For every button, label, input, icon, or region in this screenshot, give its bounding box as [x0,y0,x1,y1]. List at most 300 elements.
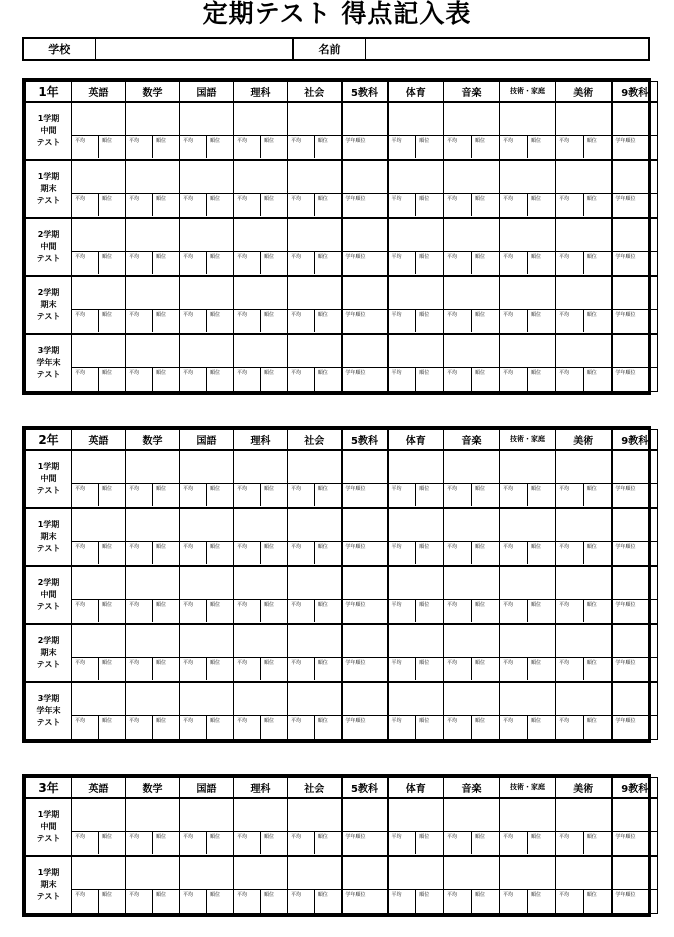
rank-field[interactable]: 順位 [415,310,443,332]
score-input[interactable] [389,857,444,891]
score-input[interactable] [343,277,387,311]
score-input[interactable] [500,857,555,891]
rank-field[interactable]: 順位 [471,310,499,332]
score-cell[interactable] [234,798,288,856]
average-field[interactable]: 平均 [183,892,194,899]
score-input[interactable] [180,161,233,195]
score-cell[interactable] [388,682,444,740]
score-cell[interactable] [556,450,612,508]
score-input[interactable] [72,277,125,311]
score-cell[interactable] [234,624,288,682]
rank-field[interactable]: 順位 [98,890,125,913]
rank-field[interactable]: 順位 [152,542,179,564]
average-field[interactable]: 平均 [183,254,194,261]
score-input[interactable] [234,799,287,833]
rank-field[interactable]: 順位 [206,600,233,622]
score-input[interactable] [389,277,444,311]
score-input[interactable] [234,161,287,195]
score-input[interactable] [444,161,499,195]
rank-field[interactable]: 順位 [527,542,555,564]
score-cell[interactable] [180,450,234,508]
score-cell[interactable] [234,334,288,392]
rank-field[interactable]: 順位 [206,252,233,274]
score-cell[interactable] [342,276,388,334]
grade-rank-field[interactable]: 学年順位 [615,602,636,609]
average-field[interactable]: 平均 [75,718,86,725]
score-input[interactable] [444,567,499,601]
score-cell[interactable] [388,798,444,856]
rank-field[interactable]: 順位 [206,890,233,913]
average-field[interactable]: 平均 [129,602,140,609]
rank-field[interactable]: 順位 [98,484,125,506]
average-field[interactable]: 平均 [447,718,458,725]
score-input[interactable] [444,219,499,253]
average-field[interactable]: 平均 [503,486,514,493]
score-input[interactable] [126,567,179,601]
score-input[interactable] [444,625,499,659]
average-field[interactable]: 平均 [237,892,248,899]
average-field[interactable]: 平均 [291,892,302,899]
score-cell[interactable] [612,160,658,218]
score-input[interactable] [556,625,611,659]
score-cell[interactable] [180,682,234,740]
average-field[interactable]: 平均 [75,544,86,551]
grade-rank-field[interactable]: 学年順位 [345,196,366,203]
average-field[interactable]: 平均 [237,718,248,725]
score-input[interactable] [613,625,658,659]
score-input[interactable] [613,567,658,601]
score-input[interactable] [180,103,233,137]
score-cell[interactable] [342,218,388,276]
rank-field[interactable]: 順位 [314,194,341,216]
score-cell[interactable] [612,102,658,160]
rank-field[interactable]: 順位 [527,832,555,854]
score-input[interactable] [613,857,658,891]
average-field[interactable]: 平均 [183,660,194,667]
score-input[interactable] [343,625,387,659]
score-cell[interactable] [72,450,126,508]
score-input[interactable] [389,567,444,601]
average-field[interactable]: 平均 [237,834,248,841]
rank-field[interactable]: 順位 [206,136,233,158]
score-cell[interactable] [612,856,658,914]
score-input[interactable] [180,509,233,543]
score-cell[interactable] [342,566,388,624]
rank-field[interactable]: 順位 [314,310,341,332]
score-cell[interactable] [234,508,288,566]
score-input[interactable] [343,219,387,253]
score-input[interactable] [389,103,444,137]
average-field[interactable]: 平均 [503,718,514,725]
score-input[interactable] [126,219,179,253]
grade-rank-field[interactable]: 学年順位 [615,892,636,899]
rank-field[interactable]: 順位 [527,368,555,391]
score-input[interactable] [556,799,611,833]
average-field[interactable]: 平均 [503,892,514,899]
score-cell[interactable] [72,334,126,392]
grade-rank-field[interactable]: 学年順位 [345,486,366,493]
score-cell[interactable] [72,218,126,276]
rank-field[interactable]: 順位 [415,600,443,622]
average-field[interactable]: 平均 [391,312,402,319]
score-cell[interactable] [500,276,556,334]
score-input[interactable] [288,161,341,195]
score-cell[interactable] [126,218,180,276]
rank-field[interactable]: 順位 [260,890,287,913]
score-cell[interactable] [288,450,342,508]
score-cell[interactable] [500,682,556,740]
score-cell[interactable] [180,856,234,914]
rank-field[interactable]: 順位 [583,542,611,564]
rank-field[interactable]: 順位 [98,252,125,274]
score-input[interactable] [343,509,387,543]
score-input[interactable] [234,683,287,717]
average-field[interactable]: 平均 [559,486,570,493]
score-cell[interactable] [500,566,556,624]
average-field[interactable]: 平均 [503,254,514,261]
rank-field[interactable]: 順位 [527,600,555,622]
rank-field[interactable]: 順位 [527,484,555,506]
rank-field[interactable]: 順位 [415,484,443,506]
rank-field[interactable]: 順位 [527,716,555,739]
average-field[interactable]: 平均 [183,834,194,841]
average-field[interactable]: 平均 [503,370,514,377]
score-cell[interactable] [234,566,288,624]
score-input[interactable] [500,277,555,311]
score-input[interactable] [288,509,341,543]
rank-field[interactable]: 順位 [98,658,125,680]
score-cell[interactable] [342,856,388,914]
score-cell[interactable] [72,798,126,856]
score-cell[interactable] [180,566,234,624]
average-field[interactable]: 平均 [129,544,140,551]
score-cell[interactable] [72,508,126,566]
rank-field[interactable]: 順位 [206,310,233,332]
rank-field[interactable]: 順位 [206,832,233,854]
score-cell[interactable] [126,566,180,624]
rank-field[interactable]: 順位 [314,832,341,854]
score-input[interactable] [613,161,658,195]
score-input[interactable] [389,683,444,717]
rank-field[interactable]: 順位 [152,368,179,391]
average-field[interactable]: 平均 [391,660,402,667]
average-field[interactable]: 平均 [237,370,248,377]
score-input[interactable] [234,857,287,891]
score-cell[interactable] [72,856,126,914]
score-cell[interactable] [444,160,500,218]
grade-rank-field[interactable]: 学年順位 [345,138,366,145]
average-field[interactable]: 平均 [447,834,458,841]
average-field[interactable]: 平均 [75,486,86,493]
score-input[interactable] [180,335,233,369]
score-cell[interactable] [126,508,180,566]
score-cell[interactable] [288,798,342,856]
score-input[interactable] [180,625,233,659]
score-input[interactable] [444,277,499,311]
score-cell[interactable] [500,218,556,276]
average-field[interactable]: 平均 [129,138,140,145]
score-input[interactable] [613,219,658,253]
average-field[interactable]: 平均 [75,196,86,203]
score-input[interactable] [343,161,387,195]
score-cell[interactable] [556,798,612,856]
score-input[interactable] [180,219,233,253]
average-field[interactable]: 平均 [559,544,570,551]
average-field[interactable]: 平均 [75,370,86,377]
score-cell[interactable] [444,682,500,740]
score-cell[interactable] [612,218,658,276]
score-cell[interactable] [444,624,500,682]
score-cell[interactable] [180,508,234,566]
score-input[interactable] [444,799,499,833]
average-field[interactable]: 平均 [391,892,402,899]
score-input[interactable] [500,683,555,717]
average-field[interactable]: 平均 [183,486,194,493]
score-input[interactable] [72,799,125,833]
score-cell[interactable] [500,450,556,508]
score-cell[interactable] [126,334,180,392]
score-input[interactable] [180,451,233,485]
rank-field[interactable]: 順位 [415,194,443,216]
score-input[interactable] [234,103,287,137]
score-cell[interactable] [500,798,556,856]
score-input[interactable] [556,683,611,717]
score-cell[interactable] [180,276,234,334]
score-input[interactable] [500,103,555,137]
score-cell[interactable] [612,508,658,566]
average-field[interactable]: 平均 [391,602,402,609]
score-cell[interactable] [444,334,500,392]
score-input[interactable] [613,335,658,369]
score-input[interactable] [500,161,555,195]
score-cell[interactable] [556,334,612,392]
grade-rank-field[interactable]: 学年順位 [345,834,366,841]
score-input[interactable] [444,857,499,891]
average-field[interactable]: 平均 [237,312,248,319]
score-input[interactable] [389,219,444,253]
rank-field[interactable]: 順位 [152,310,179,332]
average-field[interactable]: 平均 [391,544,402,551]
grade-rank-field[interactable]: 学年順位 [615,718,636,725]
score-cell[interactable] [612,798,658,856]
score-input[interactable] [613,277,658,311]
score-cell[interactable] [288,682,342,740]
score-cell[interactable] [342,102,388,160]
average-field[interactable]: 平均 [391,254,402,261]
rank-field[interactable]: 順位 [260,136,287,158]
score-cell[interactable] [288,102,342,160]
rank-field[interactable]: 順位 [583,310,611,332]
score-cell[interactable] [72,276,126,334]
score-input[interactable] [343,799,387,833]
score-cell[interactable] [288,218,342,276]
rank-field[interactable]: 順位 [260,310,287,332]
score-input[interactable] [126,103,179,137]
rank-field[interactable]: 順位 [415,542,443,564]
score-input[interactable] [288,103,341,137]
score-input[interactable] [126,683,179,717]
score-cell[interactable] [342,334,388,392]
score-cell[interactable] [288,160,342,218]
rank-field[interactable]: 順位 [314,136,341,158]
score-input[interactable] [389,335,444,369]
score-input[interactable] [389,161,444,195]
score-cell[interactable] [556,160,612,218]
score-cell[interactable] [126,450,180,508]
average-field[interactable]: 平均 [291,312,302,319]
average-field[interactable]: 平均 [391,196,402,203]
grade-rank-field[interactable]: 学年順位 [615,660,636,667]
rank-field[interactable]: 順位 [471,252,499,274]
score-input[interactable] [556,509,611,543]
score-cell[interactable] [388,276,444,334]
average-field[interactable]: 平均 [391,138,402,145]
rank-field[interactable]: 順位 [471,600,499,622]
score-input[interactable] [500,799,555,833]
average-field[interactable]: 平均 [447,892,458,899]
score-input[interactable] [180,857,233,891]
score-cell[interactable] [556,856,612,914]
name-field[interactable] [366,39,648,59]
score-cell[interactable] [342,508,388,566]
average-field[interactable]: 平均 [559,834,570,841]
rank-field[interactable]: 順位 [206,542,233,564]
rank-field[interactable]: 順位 [527,136,555,158]
score-cell[interactable] [612,682,658,740]
score-cell[interactable] [234,682,288,740]
rank-field[interactable]: 順位 [583,832,611,854]
average-field[interactable]: 平均 [291,718,302,725]
average-field[interactable]: 平均 [237,660,248,667]
score-cell[interactable] [288,624,342,682]
rank-field[interactable]: 順位 [260,832,287,854]
average-field[interactable]: 平均 [291,602,302,609]
rank-field[interactable]: 順位 [583,484,611,506]
score-cell[interactable] [72,624,126,682]
score-cell[interactable] [288,334,342,392]
rank-field[interactable]: 順位 [260,542,287,564]
average-field[interactable]: 平均 [183,544,194,551]
rank-field[interactable]: 順位 [583,252,611,274]
rank-field[interactable]: 順位 [583,658,611,680]
grade-rank-field[interactable]: 学年順位 [615,138,636,145]
average-field[interactable]: 平均 [75,892,86,899]
average-field[interactable]: 平均 [183,718,194,725]
rank-field[interactable]: 順位 [527,658,555,680]
average-field[interactable]: 平均 [559,892,570,899]
average-field[interactable]: 平均 [237,138,248,145]
average-field[interactable]: 平均 [291,544,302,551]
score-cell[interactable] [126,682,180,740]
grade-rank-field[interactable]: 学年順位 [345,660,366,667]
average-field[interactable]: 平均 [447,602,458,609]
rank-field[interactable]: 順位 [415,890,443,913]
score-input[interactable] [556,161,611,195]
rank-field[interactable]: 順位 [260,716,287,739]
rank-field[interactable]: 順位 [152,600,179,622]
score-cell[interactable] [342,682,388,740]
average-field[interactable]: 平均 [559,312,570,319]
score-cell[interactable] [342,450,388,508]
rank-field[interactable]: 順位 [152,890,179,913]
rank-field[interactable]: 順位 [415,658,443,680]
rank-field[interactable]: 順位 [471,658,499,680]
score-input[interactable] [500,625,555,659]
score-cell[interactable] [342,160,388,218]
score-input[interactable] [444,683,499,717]
score-cell[interactable] [556,218,612,276]
score-cell[interactable] [556,276,612,334]
score-cell[interactable] [556,566,612,624]
score-cell[interactable] [126,102,180,160]
score-cell[interactable] [342,798,388,856]
score-input[interactable] [234,219,287,253]
score-input[interactable] [343,567,387,601]
score-input[interactable] [126,799,179,833]
score-cell[interactable] [444,450,500,508]
grade-rank-field[interactable]: 学年順位 [615,544,636,551]
average-field[interactable]: 平均 [75,660,86,667]
rank-field[interactable]: 順位 [98,310,125,332]
score-input[interactable] [126,335,179,369]
average-field[interactable]: 平均 [559,370,570,377]
rank-field[interactable]: 順位 [260,600,287,622]
average-field[interactable]: 平均 [237,602,248,609]
score-input[interactable] [389,451,444,485]
rank-field[interactable]: 順位 [152,658,179,680]
score-input[interactable] [500,335,555,369]
score-cell[interactable] [234,102,288,160]
score-input[interactable] [288,335,341,369]
rank-field[interactable]: 順位 [314,658,341,680]
rank-field[interactable]: 順位 [314,890,341,913]
score-cell[interactable] [444,856,500,914]
score-input[interactable] [343,451,387,485]
score-cell[interactable] [500,508,556,566]
rank-field[interactable]: 順位 [471,368,499,391]
score-input[interactable] [72,567,125,601]
average-field[interactable]: 平均 [183,196,194,203]
rank-field[interactable]: 順位 [415,368,443,391]
rank-field[interactable]: 順位 [152,484,179,506]
score-input[interactable] [288,219,341,253]
rank-field[interactable]: 順位 [152,832,179,854]
rank-field[interactable]: 順位 [98,368,125,391]
rank-field[interactable]: 順位 [527,252,555,274]
average-field[interactable]: 平均 [503,312,514,319]
average-field[interactable]: 平均 [559,138,570,145]
score-cell[interactable] [388,566,444,624]
rank-field[interactable]: 順位 [471,542,499,564]
average-field[interactable]: 平均 [75,312,86,319]
grade-rank-field[interactable]: 学年順位 [615,254,636,261]
rank-field[interactable]: 順位 [471,890,499,913]
average-field[interactable]: 平均 [291,370,302,377]
average-field[interactable]: 平均 [447,254,458,261]
rank-field[interactable]: 順位 [152,716,179,739]
average-field[interactable]: 平均 [291,660,302,667]
average-field[interactable]: 平均 [237,196,248,203]
score-input[interactable] [72,625,125,659]
score-input[interactable] [126,451,179,485]
score-input[interactable] [72,451,125,485]
rank-field[interactable]: 順位 [527,890,555,913]
score-input[interactable] [500,451,555,485]
rank-field[interactable]: 順位 [583,136,611,158]
rank-field[interactable]: 順位 [471,484,499,506]
score-cell[interactable] [288,508,342,566]
rank-field[interactable]: 順位 [471,832,499,854]
